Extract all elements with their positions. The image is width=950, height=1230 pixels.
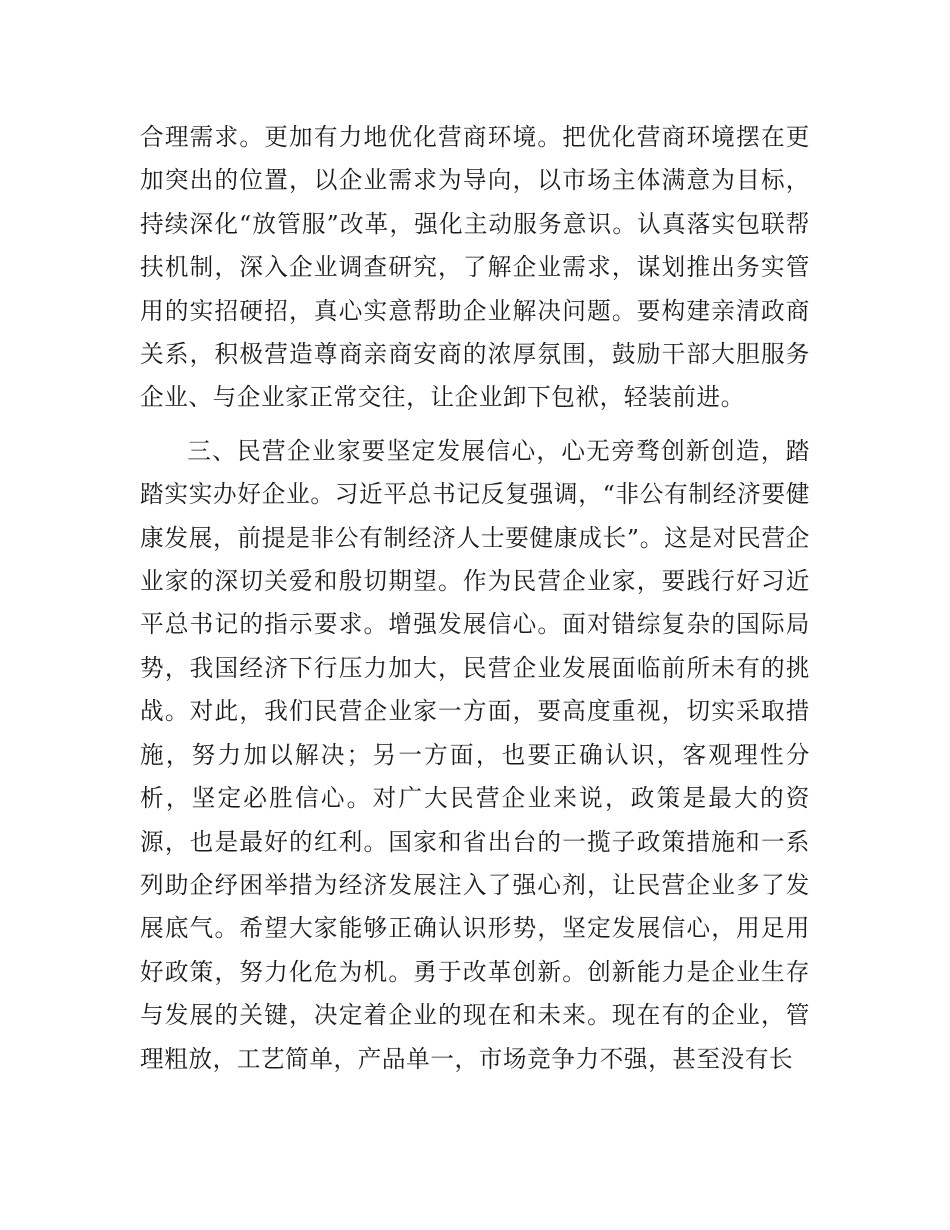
paragraph-continuation: 合理需求。更加有力地优化营商环境。把优化营商环境摆在更加突出的位置，以企业需求为导向，以市场主体满意为目标，持续深化“放管服”改革，强化主动服务意识。认真落实包联帮扶机制，深入企业调查研究，了解企业需求，谋划推出务实管用的实招硬招，真心实意帮助企业解决问题。要构建亲清政商关系，积极营造尊商亲商安商的浓厚氛围，鼓励干部大胆服务企业、与企业家正常交往，让企业卸下包袱，轻装前进。 <box>140 123 810 412</box>
paragraph-section-three: 三、民营企业家要坚定发展信心，心无旁骛创新创造，踏踏实实办好企业。习近平总书记反复强调，“非公有制经济要健康发展，前提是非公有制经济人士要健康成长”。这是对民营企业家的深切关爱和殷切期望。作为民营企业家，要践行好习近平总书记的指示要求。增强发展信心。面对错综复杂的国际局势，我国经济下行压力加大，民营企业发展面临前所未有的挑战。对此，我们民营企业家一方面，要高度重视，切实采取措施，努力加以解决；另一方面，也要正确认识，客观理性分析，坚定必胜信心。对广大民营企业来说，政策是最大的资源，也是最好的红利。国家和省出台的一揽子政策措施和一系列助企纾困举措为经济发展注入了强心剂，让民营企业多了发展底气。希望大家能够正确认识形势，坚定发展信心，用足用好政策，努力化危为机。勇于改革创新。创新能力是企业生存与发展的关键，决定着企业的现在和未来。现在有的企业，管理粗放，工艺简单，产品单一，市场竞争力不强，甚至没有长 <box>140 436 810 1073</box>
document-body <box>140 116 810 1081</box>
